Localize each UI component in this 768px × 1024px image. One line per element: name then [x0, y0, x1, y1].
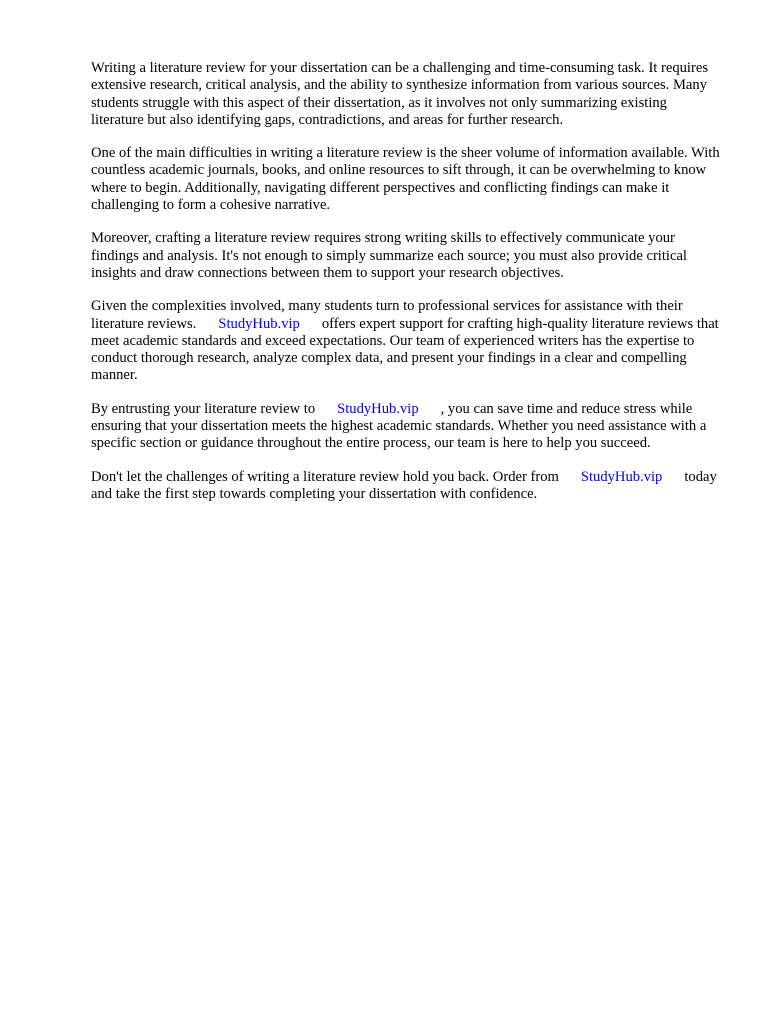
studyhub-link[interactable]: StudyHub.vip [218, 315, 300, 332]
paragraph-text: Writing a literature review for your dissertation can be a challenging and time-consuming task. It requires extensive research, critical analysis, and the ability to synthesize information from various sources. Many students struggle with this aspect of their dissertation, as it involves not only summarizing existing literature but also identifying gaps, contradictions, and areas for further research. [91, 60, 709, 128]
paragraph-text: Moreover, crafting a literature review requires strong writing skills to effectively communicate your findings and analysis. It's not enough to simply summarize each source; you must also provide critical insights and draw connections between them to support your research objectives. [91, 230, 687, 281]
paragraph-intro [91, 60, 723, 129]
paragraph-text: today and take the first step towards completing your dissertation with confidence. [91, 468, 717, 502]
paragraph-text: Don't let the challenges of writing a literature review hold you back. Order from [91, 468, 559, 485]
paragraph-entrusting [91, 401, 723, 453]
paragraph-difficulties [91, 145, 723, 214]
paragraph-call-to-action [91, 469, 723, 504]
document-body [91, 60, 723, 519]
paragraph-writing-skills [91, 230, 723, 282]
paragraph-services [91, 298, 723, 384]
studyhub-link[interactable]: StudyHub.vip [337, 400, 419, 417]
paragraph-text: By entrusting your literature review to [91, 400, 316, 417]
paragraph-text: , you can save time and reduce stress while ensuring that your dissertation meets the highest academic standards. Whether you need assistance with a specific section or guidance throughout the entire process, our team is here to help you succeed. [91, 400, 707, 452]
paragraph-text: offers expert support for crafting high-quality literature reviews that meet academic standards and exceed expectations. Our team of experienced writers has the expertise to conduct thorough research, analyze complex data, and present your findings in a clear and compelling manner. [91, 315, 719, 384]
paragraph-text: One of the main difficulties in writing a literature review is the sheer volume of information available. With countless academic journals, books, and online resources to sift through, it can be overwhelming to know where to begin. Additionally, navigating different perspectives and conflicting findings can make it challenging to form a cohesive narrative. [91, 145, 720, 214]
studyhub-link[interactable]: StudyHub.vip [580, 468, 663, 485]
paragraph-text: Given the complexities involved, many students turn to professional services for assistance with their literature reviews. [91, 298, 683, 332]
